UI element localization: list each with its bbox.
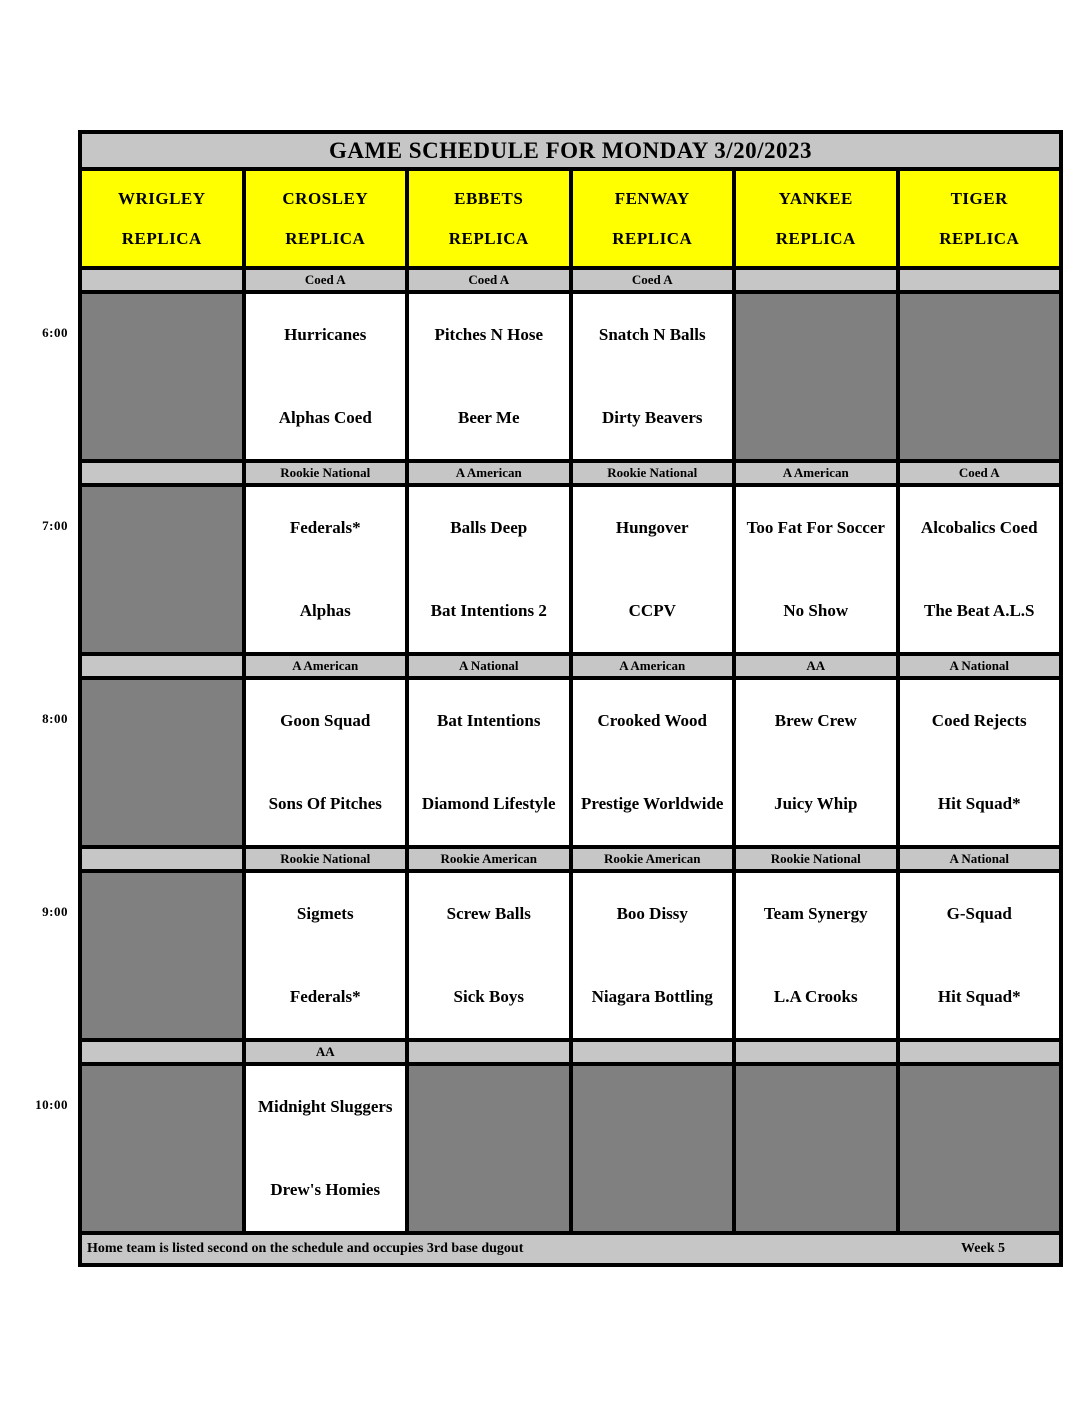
games-row-8-00 [82,680,1059,845]
away-team: Alcobalics Coed [920,518,1038,538]
field-header-crosley [246,171,406,266]
away-team: Boo Dissy [616,904,688,924]
game-cell [900,680,1060,845]
away-team: Goon Squad [280,711,371,731]
game-cell [900,487,1060,652]
away-team: G-Squad [946,904,1012,924]
schedule-title: GAME SCHEDULE FOR MONDAY 3/20/2023 [82,134,1059,167]
home-team: Beer Me [457,407,520,427]
away-team: Coed Rejects [931,711,1027,731]
no-game-cell [82,873,242,1038]
away-team: Crooked Wood [597,711,707,731]
time-label-8-00: 8:00 [42,711,68,726]
away-team: Balls Deep [450,518,528,538]
field-header-row [82,171,1059,266]
home-team: Hit Squad* [937,986,1021,1006]
home-team: Alphas Coed [278,407,372,427]
time-label-7-00: 7:00 [42,518,68,533]
home-team: The Beat A.L.S [923,600,1035,620]
game-cell [736,487,896,652]
home-team: Prestige Worldwide [581,793,724,813]
away-team: Federals* [289,518,361,538]
game-cell [573,873,733,1038]
field-name: FENWAY [614,188,690,208]
field-header-fenway [573,171,733,266]
game-cell [736,680,896,845]
home-team: No Show [783,600,849,620]
home-team: Niagara Bottling [591,986,713,1006]
time-label-6-00: 6:00 [42,325,68,340]
home-team: Sons Of Pitches [268,793,382,813]
division-cell: A National [900,849,1060,869]
division-cell: Coed A [573,270,733,290]
away-team: Team Synergy [763,904,868,924]
no-game-cell [409,1066,569,1231]
field-name: WRIGLEY [117,188,206,208]
division-cell: Coed A [246,270,406,290]
division-cell-empty [900,270,1060,290]
game-cell [246,1066,406,1231]
no-game-cell [736,294,896,459]
no-game-cell [82,294,242,459]
division-row-6-00 [82,270,1059,290]
game-cell [409,873,569,1038]
field-header-yankee [736,171,896,266]
home-team: Federals* [289,986,361,1006]
home-team: L.A Crooks [773,986,858,1006]
division-cell-empty [900,1042,1060,1062]
away-team: Sigmets [296,904,354,924]
division-cell: A National [900,656,1060,676]
game-cell [246,487,406,652]
home-team: CCPV [628,600,676,620]
footer-bar [82,1235,1059,1263]
field-subtitle: REPLICA [448,228,529,248]
field-name: EBBETS [454,188,524,208]
home-team: Alphas [299,600,351,620]
division-cell: Rookie American [573,849,733,869]
division-cell: A American [409,463,569,483]
time-label-10-00: 10:00 [35,1097,68,1112]
away-team: Bat Intentions [437,711,541,731]
division-cell: A National [409,656,569,676]
division-row-8-00 [82,656,1059,676]
games-row-6-00 [82,294,1059,459]
field-subtitle: REPLICA [612,228,693,248]
footer-week: Week 5 [961,1241,1005,1256]
division-cell-empty [82,463,242,483]
field-subtitle: REPLICA [285,228,366,248]
games-row-10-00 [82,1066,1059,1231]
home-team: Juicy Whip [774,793,858,813]
game-cell [409,680,569,845]
division-cell-empty [82,849,242,869]
game-cell [246,873,406,1038]
division-row-7-00 [82,463,1059,483]
away-team: Snatch N Balls [598,325,706,345]
field-subtitle: REPLICA [939,228,1020,248]
division-cell-empty [82,1042,242,1062]
time-label-9-00: 9:00 [42,904,68,919]
schedule-table [78,130,1063,1267]
field-name: TIGER [950,188,1008,208]
games-row-7-00 [82,487,1059,652]
division-cell-empty [82,270,242,290]
game-cell [246,680,406,845]
no-game-cell [82,680,242,845]
field-subtitle: REPLICA [121,228,202,248]
no-game-cell [82,487,242,652]
games-row-9-00 [82,873,1059,1038]
division-cell: Coed A [900,463,1060,483]
field-name: CROSLEY [282,188,369,208]
game-cell [736,873,896,1038]
away-team: Too Fat For Soccer [746,518,885,538]
no-game-cell [573,1066,733,1231]
division-cell-empty [409,1042,569,1062]
no-game-cell [900,1066,1060,1231]
game-cell [573,487,733,652]
home-team: Dirty Beavers [601,407,703,427]
home-team: Diamond Lifestyle [421,793,556,813]
field-subtitle: REPLICA [775,228,856,248]
game-cell [573,680,733,845]
game-cell [409,294,569,459]
away-team: Hurricanes [284,325,367,345]
division-cell-empty [736,270,896,290]
away-team: Midnight Sluggers [257,1097,393,1117]
game-cell [573,294,733,459]
division-row-10-00 [82,1042,1059,1062]
division-cell-empty [82,656,242,676]
division-cell: Rookie American [409,849,569,869]
game-cell [900,873,1060,1038]
no-game-cell [900,294,1060,459]
away-team: Hungover [615,518,689,538]
away-team: Pitches N Hose [434,325,544,345]
division-cell: A American [573,656,733,676]
no-game-cell [736,1066,896,1231]
away-team: Brew Crew [774,711,857,731]
game-cell [409,487,569,652]
division-cell: A American [736,463,896,483]
field-header-tiger [900,171,1060,266]
division-cell: Rookie National [736,849,896,869]
field-header-ebbets [409,171,569,266]
division-row-9-00 [82,849,1059,869]
footer-note: Home team is listed second on the schedule and occupies 3rd base dugout [87,1241,524,1256]
no-game-cell [82,1066,242,1231]
division-cell: AA [736,656,896,676]
division-cell-empty [736,1042,896,1062]
division-cell: A American [246,656,406,676]
division-cell: Rookie National [246,463,406,483]
field-header-wrigley [82,171,242,266]
division-cell: Rookie National [246,849,406,869]
division-cell-empty [573,1042,733,1062]
division-cell: Rookie National [573,463,733,483]
home-team: Sick Boys [453,986,524,1006]
field-name: YANKEE [778,188,853,208]
home-team: Drew's Homies [270,1179,381,1199]
division-cell: AA [246,1042,406,1062]
away-team: Screw Balls [446,904,531,924]
game-cell [246,294,406,459]
division-cell: Coed A [409,270,569,290]
home-team: Hit Squad* [937,793,1021,813]
home-team: Bat Intentions 2 [430,600,547,620]
